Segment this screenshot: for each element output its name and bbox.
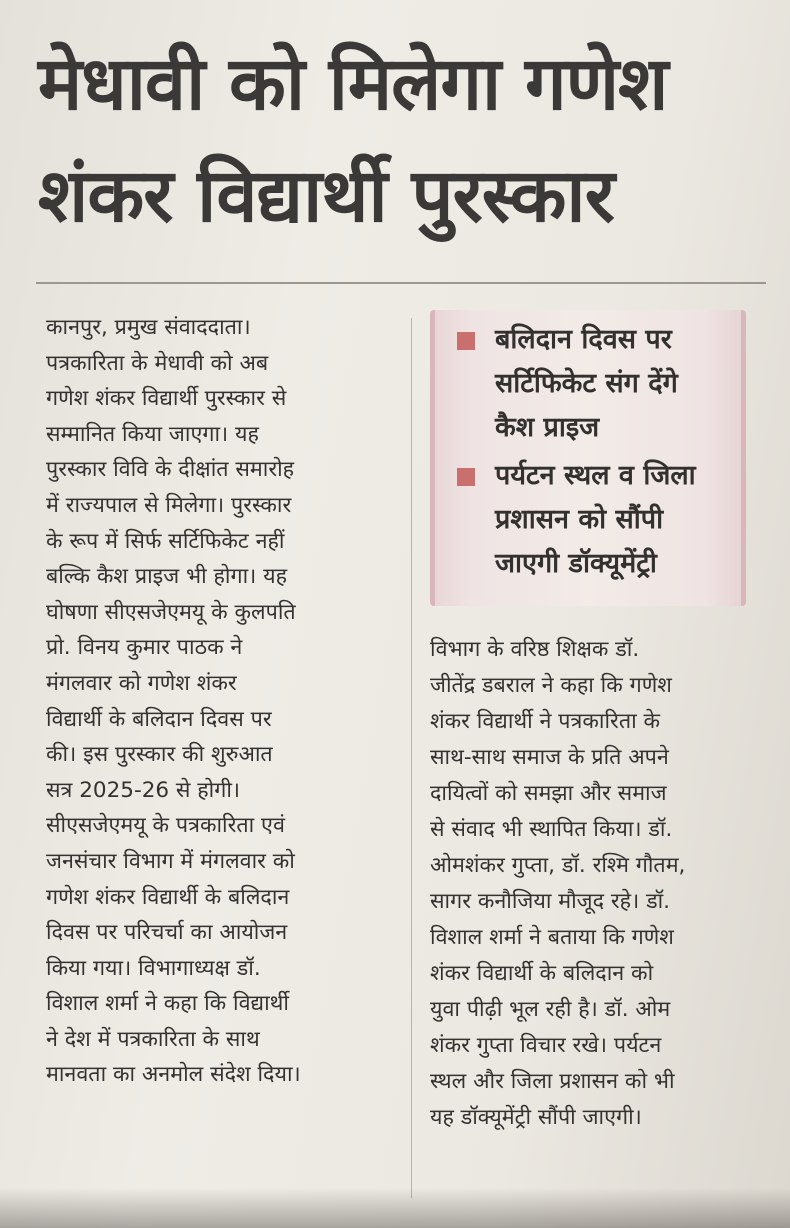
left-line-21: ने देश में पत्रकारिता के साथ <box>46 1026 260 1052</box>
right-line-5: दायित्वों को समझा और समाज <box>430 781 667 806</box>
right-line-10: शंकर विद्यार्थी के बलिदान को <box>430 961 654 986</box>
left-line-15: सीएसजेएमयू के पत्रकारिता एवं <box>46 813 285 839</box>
left-line-5: पुरस्कार विवि के दीक्षांत समारोह <box>46 457 295 483</box>
left-line-12: विद्यार्थी के बलिदान दिवस पर <box>46 706 272 732</box>
highlight-item-1 <box>453 318 731 450</box>
left-line-13: की। इस पुरस्कार की शुरुआत <box>46 742 273 768</box>
left-line-2: पत्रकारिता के मेधावी को अब <box>46 350 269 376</box>
right-line-4: साथ-साथ समाज के प्रति अपने <box>430 745 669 770</box>
headline <box>38 28 768 252</box>
highlight-1-line-1: बलिदान दिवस पर <box>495 324 672 355</box>
left-line-6: में राज्यपाल से मिलेगा। पुरस्कार <box>46 492 292 518</box>
left-line-18: दिवस पर परिचर्चा का आयोजन <box>46 920 288 946</box>
highlight-1-line-2: सर्टिफिकेट संग देंगे <box>495 368 678 399</box>
highlight-2-line-2: प्रशासन को सौंपी <box>495 504 664 535</box>
headline-line-1: मेधावी को मिलेगा गणेश <box>38 41 668 127</box>
right-line-2: जीतेंद्र डबराल ने कहा कि गणेश <box>430 673 672 698</box>
highlight-2-line-1: पर्यटन स्थल व जिला <box>495 460 696 491</box>
left-column <box>46 310 398 1093</box>
left-line-1: कानपुर, प्रमुख संवाददाता। <box>46 315 251 340</box>
highlights-box <box>430 310 746 606</box>
right-line-14: यह डॉक्यूमेंट्री सौंपी जाएगी। <box>430 1105 642 1130</box>
column-divider <box>411 318 412 1198</box>
highlight-item-2 <box>453 454 731 586</box>
left-line-20: विशाल शर्मा ने कहा कि विद्यार्थी <box>46 991 289 1017</box>
left-line-22: मानवता का अनमोल संदेश दिया। <box>46 1062 301 1088</box>
highlight-2-line-3: जाएगी डॉक्यूमेंट्री <box>495 548 657 579</box>
left-line-10: प्रो. विनय कुमार पाठक ने <box>46 635 243 661</box>
right-line-6: से संवाद भी स्थापित किया। डॉ. <box>430 817 673 842</box>
left-line-19: किया गया। विभागाध्यक्ष डॉ. <box>46 955 261 981</box>
right-column <box>430 632 760 1136</box>
left-line-4: सम्मानित किया जाएगा। यह <box>46 421 259 447</box>
right-line-7: ओमशंकर गुप्ता, डॉ. रश्मि गौतम, <box>430 853 686 878</box>
square-bullet-icon <box>457 468 475 486</box>
right-line-3: शंकर विद्यार्थी ने पत्रकारिता के <box>430 709 660 734</box>
square-bullet-icon <box>457 332 475 350</box>
right-line-9: विशाल शर्मा ने बताया कि गणेश <box>430 925 674 950</box>
left-line-11: मंगलवार को गणेश शंकर <box>46 670 237 696</box>
right-line-8: सागर कनौजिया मौजूद रहे। डॉ. <box>430 889 670 914</box>
left-line-16: जनसंचार विभाग में मंगलवार को <box>46 848 295 874</box>
left-line-17: गणेश शंकर विद्यार्थी के बलिदान <box>46 884 290 910</box>
right-line-13: स्थल और जिला प्रशासन को भी <box>430 1069 675 1094</box>
left-line-8: बल्कि कैश प्राइज भी होगा। यह <box>46 564 288 590</box>
left-line-9: घोषणा सीएसजेएमयू के कुलपति <box>46 599 296 625</box>
left-line-14: सत्र 2025-26 से होगी। <box>46 777 241 803</box>
headline-line-2: शंकर विद्यार्थी पुरस्कार <box>38 153 614 239</box>
highlight-1-line-3: कैश प्राइज <box>495 412 600 443</box>
headline-divider <box>36 282 766 284</box>
bottom-shadow <box>0 1188 790 1228</box>
left-line-7: के रूप में सिर्फ सर्टिफिकेट नहीं <box>46 528 285 554</box>
right-line-11: युवा पीढ़ी भूल रही है। डॉ. ओम <box>430 997 671 1022</box>
right-line-1: विभाग के वरिष्ठ शिक्षक डॉ. <box>430 637 640 662</box>
right-line-12: शंकर गुप्ता विचार रखे। पर्यटन <box>430 1033 662 1058</box>
left-line-3: गणेश शंकर विद्यार्थी पुरस्कार से <box>46 386 287 412</box>
